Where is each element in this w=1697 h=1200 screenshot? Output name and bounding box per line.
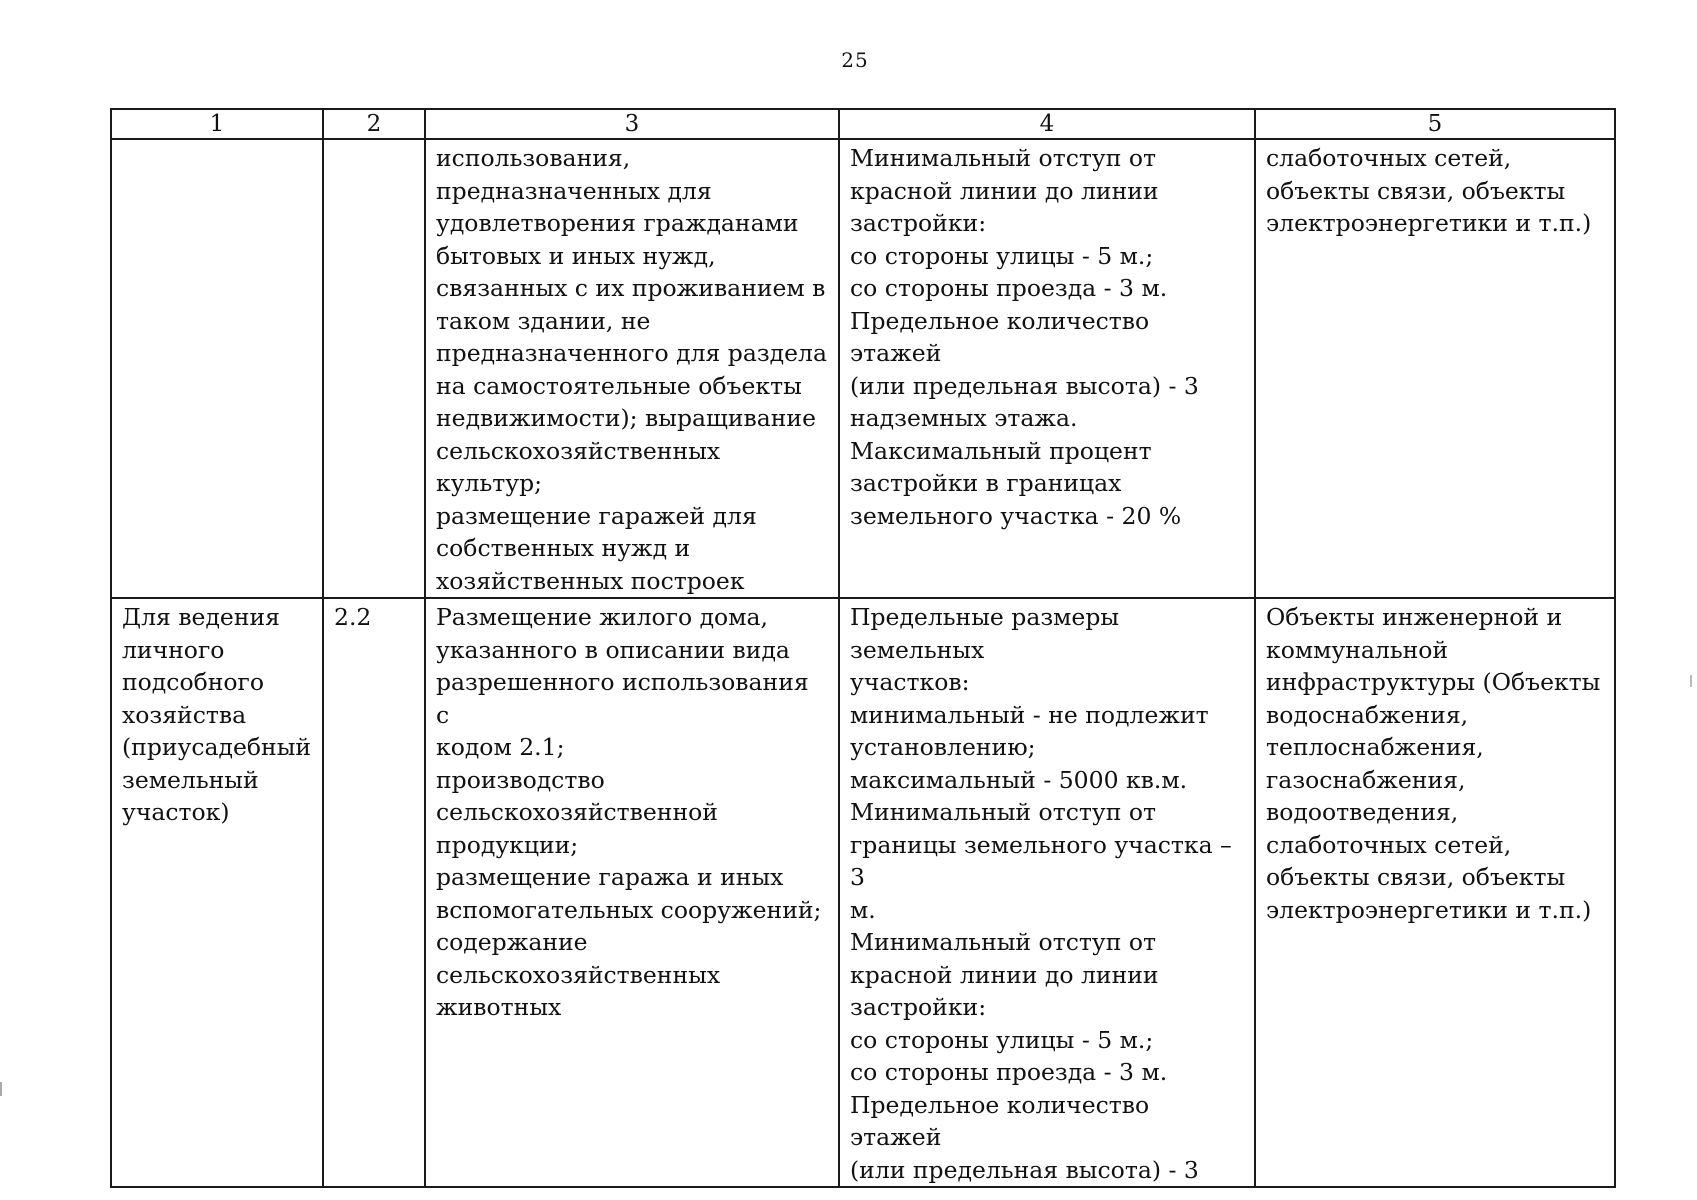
land-use-code-cell: 2.2 [323,598,425,1187]
parameters-cell: Минимальный отступ от красной линии до линии застройки: со стороны улицы - 5 м.; со стороны проезда - 3 м. Предельное количество этажей (или предельная высота) - 3 надземных этажа. Максимальный процент застройки в границах земельного участка - 20 % [839,139,1255,598]
auxiliary-objects-cell: Объекты инженерной и коммунальной инфраструктуры (Объекты водоснабжения, теплоснабжения, газоснабжения, водоотведения, слаботочных сетей, объекты связи, объекты электроэнергетики и т.п.) [1255,598,1615,1187]
column-header-2: 2 [323,109,425,139]
column-header-4: 4 [839,109,1255,139]
scan-artifact [0,1082,6,1096]
table-header-row [111,109,1615,139]
land-use-name-cell: Для ведения личного подсобного хозяйства (приусадебный земельный участок) [111,598,323,1187]
column-header-1: 1 [111,109,323,139]
scan-artifact [1690,675,1692,687]
table-row [111,598,1615,1187]
column-header-3: 3 [425,109,839,139]
land-use-table [110,108,1616,1188]
auxiliary-objects-cell: слаботочных сетей, объекты связи, объекты электроэнергетики и т.п.) [1255,139,1615,598]
land-use-description-cell: использования, предназначенных для удовлетворения гражданами бытовых и иных нужд, связанных с их проживанием в таком здании, не предназначенного для раздела на самостоятельные объекты недвижимости); выращивание сельскохозяйственных культур; размещение гаражей для собственных нужд и хозяйственных построек [425,139,839,598]
parameters-cell: Предельные размеры земельных участков: минимальный - не подлежит установлению; максимальный - 5000 кв.м. Минимальный отступ от границы земельного участка – 3 м. Минимальный отступ от красной линии до линии застройки: со стороны улицы - 5 м.; со стороны проезда - 3 м. Предельное количество этажей (или предельная высота) - 3 [839,598,1255,1187]
land-use-description-cell: Размещение жилого дома, указанного в описании вида разрешенного использования с кодом 2.1; производство сельскохозяйственной продукции; размещение гаража и иных вспомогательных сооружений; содержание сельскохозяйственных животных [425,598,839,1187]
land-use-code-cell [323,139,425,598]
land-use-name-cell [111,139,323,598]
column-header-5: 5 [1255,109,1615,139]
page-number: 25 [841,48,869,72]
table-row [111,139,1615,598]
